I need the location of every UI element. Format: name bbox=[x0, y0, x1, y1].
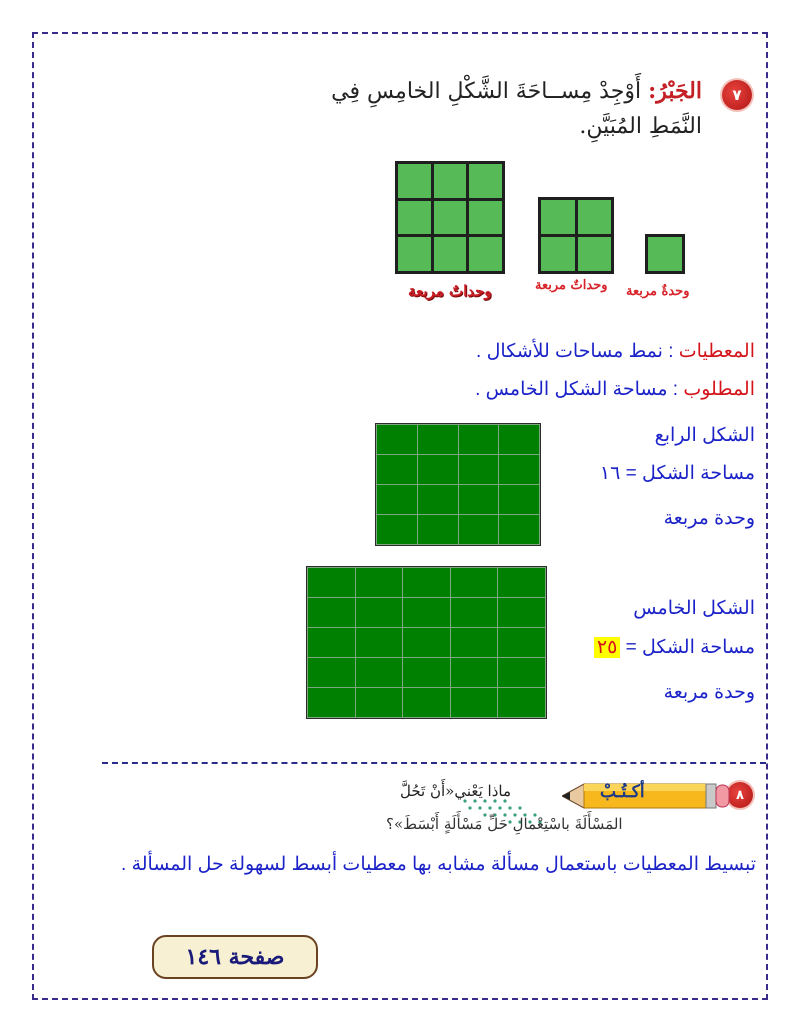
grid-cell bbox=[498, 598, 545, 627]
grid-cell bbox=[356, 628, 403, 657]
grid-cell bbox=[418, 485, 458, 514]
grid-cell bbox=[308, 628, 355, 657]
required-label: المطلوب bbox=[683, 379, 755, 400]
fifth-shape-area bbox=[594, 636, 755, 659]
problem8-number-badge bbox=[727, 782, 753, 808]
grid-cell bbox=[403, 658, 450, 687]
grid-cell bbox=[451, 598, 498, 627]
grid-cell bbox=[377, 485, 417, 514]
grid-cell bbox=[499, 455, 539, 484]
grid-cell bbox=[377, 455, 417, 484]
problem7-number-badge bbox=[722, 80, 752, 110]
fifth-shape-unit: وحدة مربعة bbox=[663, 682, 755, 703]
grid-cell bbox=[459, 485, 499, 514]
fourth-shape-grid bbox=[375, 423, 541, 546]
grid-cell bbox=[498, 688, 545, 717]
problem8-answer: تبسيط المعطيات باستعمال مسألة مشابه بها معطيات أبسط لسهولة حل المسألة . bbox=[121, 854, 756, 875]
grid-cell bbox=[403, 688, 450, 717]
grid-cell bbox=[418, 515, 458, 544]
pencil-icon bbox=[562, 780, 730, 812]
problem7-question-line1 bbox=[331, 78, 702, 104]
pattern-figure-4-squares bbox=[538, 197, 614, 274]
grid-cell bbox=[459, 425, 499, 454]
grid-cell bbox=[459, 515, 499, 544]
fifth-shape-title: الشكل الخامس bbox=[633, 598, 755, 619]
grid-cell bbox=[356, 658, 403, 687]
grid-cell bbox=[451, 628, 498, 657]
grid-cell bbox=[498, 628, 545, 657]
grid-cell bbox=[451, 688, 498, 717]
required-line bbox=[475, 378, 755, 401]
grid-cell bbox=[451, 568, 498, 597]
grid-cell bbox=[377, 425, 417, 454]
pattern-label-one: وحدةٌ مربعة bbox=[626, 284, 690, 299]
fifth-shape-area-label: مساحة الشكل = bbox=[620, 637, 755, 658]
fourth-shape-title: الشكل الرابع bbox=[654, 425, 755, 446]
fourth-shape-area: مساحة الشكل = ١٦ bbox=[599, 463, 755, 484]
pattern-figure-1-square bbox=[645, 234, 685, 274]
grid-cell bbox=[356, 598, 403, 627]
grid-cell bbox=[308, 598, 355, 627]
problem7-question-text: أَوْجِدْ مِســاحَةَ الشَّكْلِ الخامِسِ فِي bbox=[331, 79, 642, 104]
problem7-number: ٧ bbox=[732, 86, 742, 104]
problem8-number: ٨ bbox=[736, 787, 744, 803]
required-text: : مساحة الشكل الخامس . bbox=[475, 379, 684, 400]
page-number: صفحة ١٤٦ bbox=[185, 944, 285, 970]
page-number-box bbox=[152, 935, 318, 979]
section-divider bbox=[102, 762, 766, 764]
problem8-tag: أكـتُـبْ bbox=[600, 782, 645, 802]
grid-cell bbox=[403, 598, 450, 627]
grid-cell bbox=[499, 485, 539, 514]
pattern-label-nine: وحداتٌ مربعة bbox=[408, 282, 492, 300]
grid-cell bbox=[459, 455, 499, 484]
grid-cell bbox=[403, 568, 450, 597]
grid-cell bbox=[308, 568, 355, 597]
grid-cell bbox=[451, 658, 498, 687]
grid-cell bbox=[498, 568, 545, 597]
given-line bbox=[476, 340, 755, 363]
problem7-question-line2: النَّمَطِ المُبَيَّنِ. bbox=[579, 114, 702, 139]
fifth-shape-area-value: ٢٥ bbox=[594, 637, 620, 658]
problem7-topic: الجَبْرُ: bbox=[648, 78, 702, 104]
grid-cell bbox=[418, 455, 458, 484]
grid-cell bbox=[356, 688, 403, 717]
pattern-label-four: وحداتٌ مربعة bbox=[535, 278, 608, 293]
problem8-question-line1: ماذا يَعْني«أَنْ تَحُلَّ bbox=[400, 782, 512, 800]
given-label: المعطيات bbox=[678, 341, 755, 362]
grid-cell bbox=[356, 568, 403, 597]
grid-cell bbox=[498, 658, 545, 687]
problem8-question-line2: المَسْأَلَةَ باسْتِعْمالِ حَلِّ مَسْأَلَةٍ أَبْسَطَ»؟ bbox=[386, 815, 623, 833]
grid-cell bbox=[418, 425, 458, 454]
grid-cell bbox=[308, 658, 355, 687]
grid-cell bbox=[499, 425, 539, 454]
grid-cell bbox=[377, 515, 417, 544]
grid-cell bbox=[403, 628, 450, 657]
given-text: : نمط مساحات للأشكال . bbox=[476, 341, 679, 362]
pattern-figure-9-squares bbox=[395, 161, 505, 274]
grid-cell bbox=[499, 515, 539, 544]
fourth-shape-unit: وحدة مربعة bbox=[663, 508, 755, 529]
grid-cell bbox=[308, 688, 355, 717]
fifth-shape-grid bbox=[306, 566, 547, 719]
